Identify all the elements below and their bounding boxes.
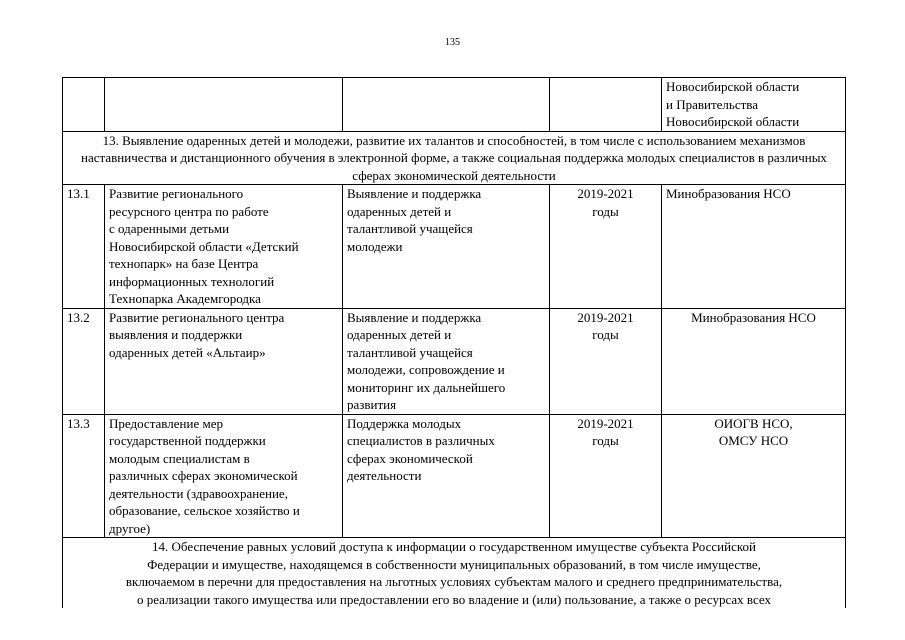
text-line: 2019-2021	[577, 415, 634, 431]
row-number: 13.3	[63, 414, 105, 538]
period-cell	[550, 414, 662, 538]
text-line: Новосибирской области	[666, 79, 800, 94]
result-cell	[343, 414, 550, 538]
text-line: другое)	[109, 520, 151, 536]
cell-activity	[105, 78, 343, 132]
responsible-cell	[662, 308, 846, 414]
section-14-title	[63, 538, 846, 609]
text-line: Выявление и поддержка	[347, 186, 482, 201]
text-line: 2019-2021	[577, 309, 634, 325]
table-row	[63, 185, 846, 309]
period-cell	[550, 185, 662, 309]
text-line: Поддержка молодых	[347, 415, 462, 431]
text-line: Новосибирской области	[666, 114, 800, 129]
text-line: молодым специалистам в	[109, 450, 250, 466]
responsible-cell	[662, 414, 846, 538]
section-heading-row	[63, 538, 846, 609]
text-line: 14. Обеспечение равных условий доступа к информации о государственном имуществе субъекта Российской	[152, 539, 756, 554]
text-line: с одаренными детьми	[109, 221, 230, 236]
cell-period	[550, 78, 662, 132]
text-line: деятельности (здравоохранение,	[109, 485, 288, 501]
text-line: ОИОГВ НСО,	[714, 415, 793, 431]
text-line: Развитие регионального центра	[109, 309, 285, 325]
cell-result	[343, 78, 550, 132]
text-line: специалистов в различных	[347, 433, 495, 448]
text-line: ресурсного центра по работе	[109, 203, 269, 219]
text-line: Минобразования НСО	[691, 309, 816, 325]
activity-cell	[105, 185, 343, 309]
cell-num	[63, 78, 105, 132]
text-line: Предоставление мер	[109, 415, 223, 431]
table-row-continuation	[63, 78, 846, 132]
cell-responsible	[662, 78, 846, 132]
page-number: 135	[445, 37, 460, 48]
text-line: молодежи	[347, 238, 403, 254]
text-line: годы	[592, 433, 619, 448]
text-line: включаемом в перечни для предоставления на льготных условиях субъектам малого и среднего предпринимательства,	[125, 574, 783, 589]
text-line: Новосибирской области «Детский	[109, 238, 299, 254]
text-line: Выявление и поддержка	[347, 309, 482, 325]
period-cell	[550, 308, 662, 414]
text-line: талантливой учащейся	[347, 221, 473, 236]
text-line: молодежи, сопровождение и	[347, 362, 505, 377]
text-line: одаренных детей и	[347, 203, 452, 219]
row-number: 13.1	[63, 185, 105, 309]
text-line: сферах экономической	[347, 450, 473, 466]
activity-cell	[105, 414, 343, 538]
text-line: различных сферах экономической	[109, 468, 298, 483]
text-line: одаренных детей и	[347, 327, 452, 342]
text-line: деятельности	[347, 468, 422, 483]
section-13-title: 13. Выявление одаренных детей и молодежи, развитие их талантов и способностей, в том числе с использованием механизмов наставничества и дистанционного обучения в электронной форме, а также социальная поддержка молодых специалистов в различных сферах экономической деятельности	[63, 131, 846, 185]
text-line: Технопарка Академгородка	[109, 291, 261, 306]
text-line: ОМСУ НСО	[718, 433, 789, 448]
text-line: выявления и поддержки	[109, 327, 243, 342]
table-row	[63, 308, 846, 414]
text-line: информационных технологий	[109, 273, 275, 289]
result-cell	[343, 185, 550, 309]
table-row	[63, 414, 846, 538]
section-heading-row	[63, 131, 846, 185]
result-cell	[343, 308, 550, 414]
text-line: годы	[592, 327, 619, 342]
row-number: 13.2	[63, 308, 105, 414]
activity-cell	[105, 308, 343, 414]
text-line: и Правительства	[666, 96, 759, 112]
text-line: развития	[347, 397, 397, 412]
text-line: Развитие регионального	[109, 186, 244, 201]
measures-table	[62, 77, 846, 608]
text-line: одаренных детей «Альтаир»	[109, 344, 266, 360]
text-line: Минобразования НСО	[666, 186, 791, 201]
responsible-cell	[662, 185, 846, 309]
text-line: 2019-2021	[577, 186, 634, 201]
text-line: годы	[592, 203, 619, 219]
text-line: мониторинг их дальнейшего	[347, 379, 506, 395]
text-line: государственной поддержки	[109, 433, 266, 448]
text-line: о реализации такого имущества или предоставлении его во владение и (или) пользование, а также о ресурсах всех	[137, 591, 771, 607]
text-line: Федерации и имуществе, находящемся в собственности муниципальных образований, в том числе имуществе,	[147, 556, 761, 572]
text-line: технопарк» на базе Центра	[109, 256, 259, 271]
text-line: образование, сельское хозяйство и	[109, 503, 300, 518]
text-line: талантливой учащейся	[347, 344, 473, 360]
